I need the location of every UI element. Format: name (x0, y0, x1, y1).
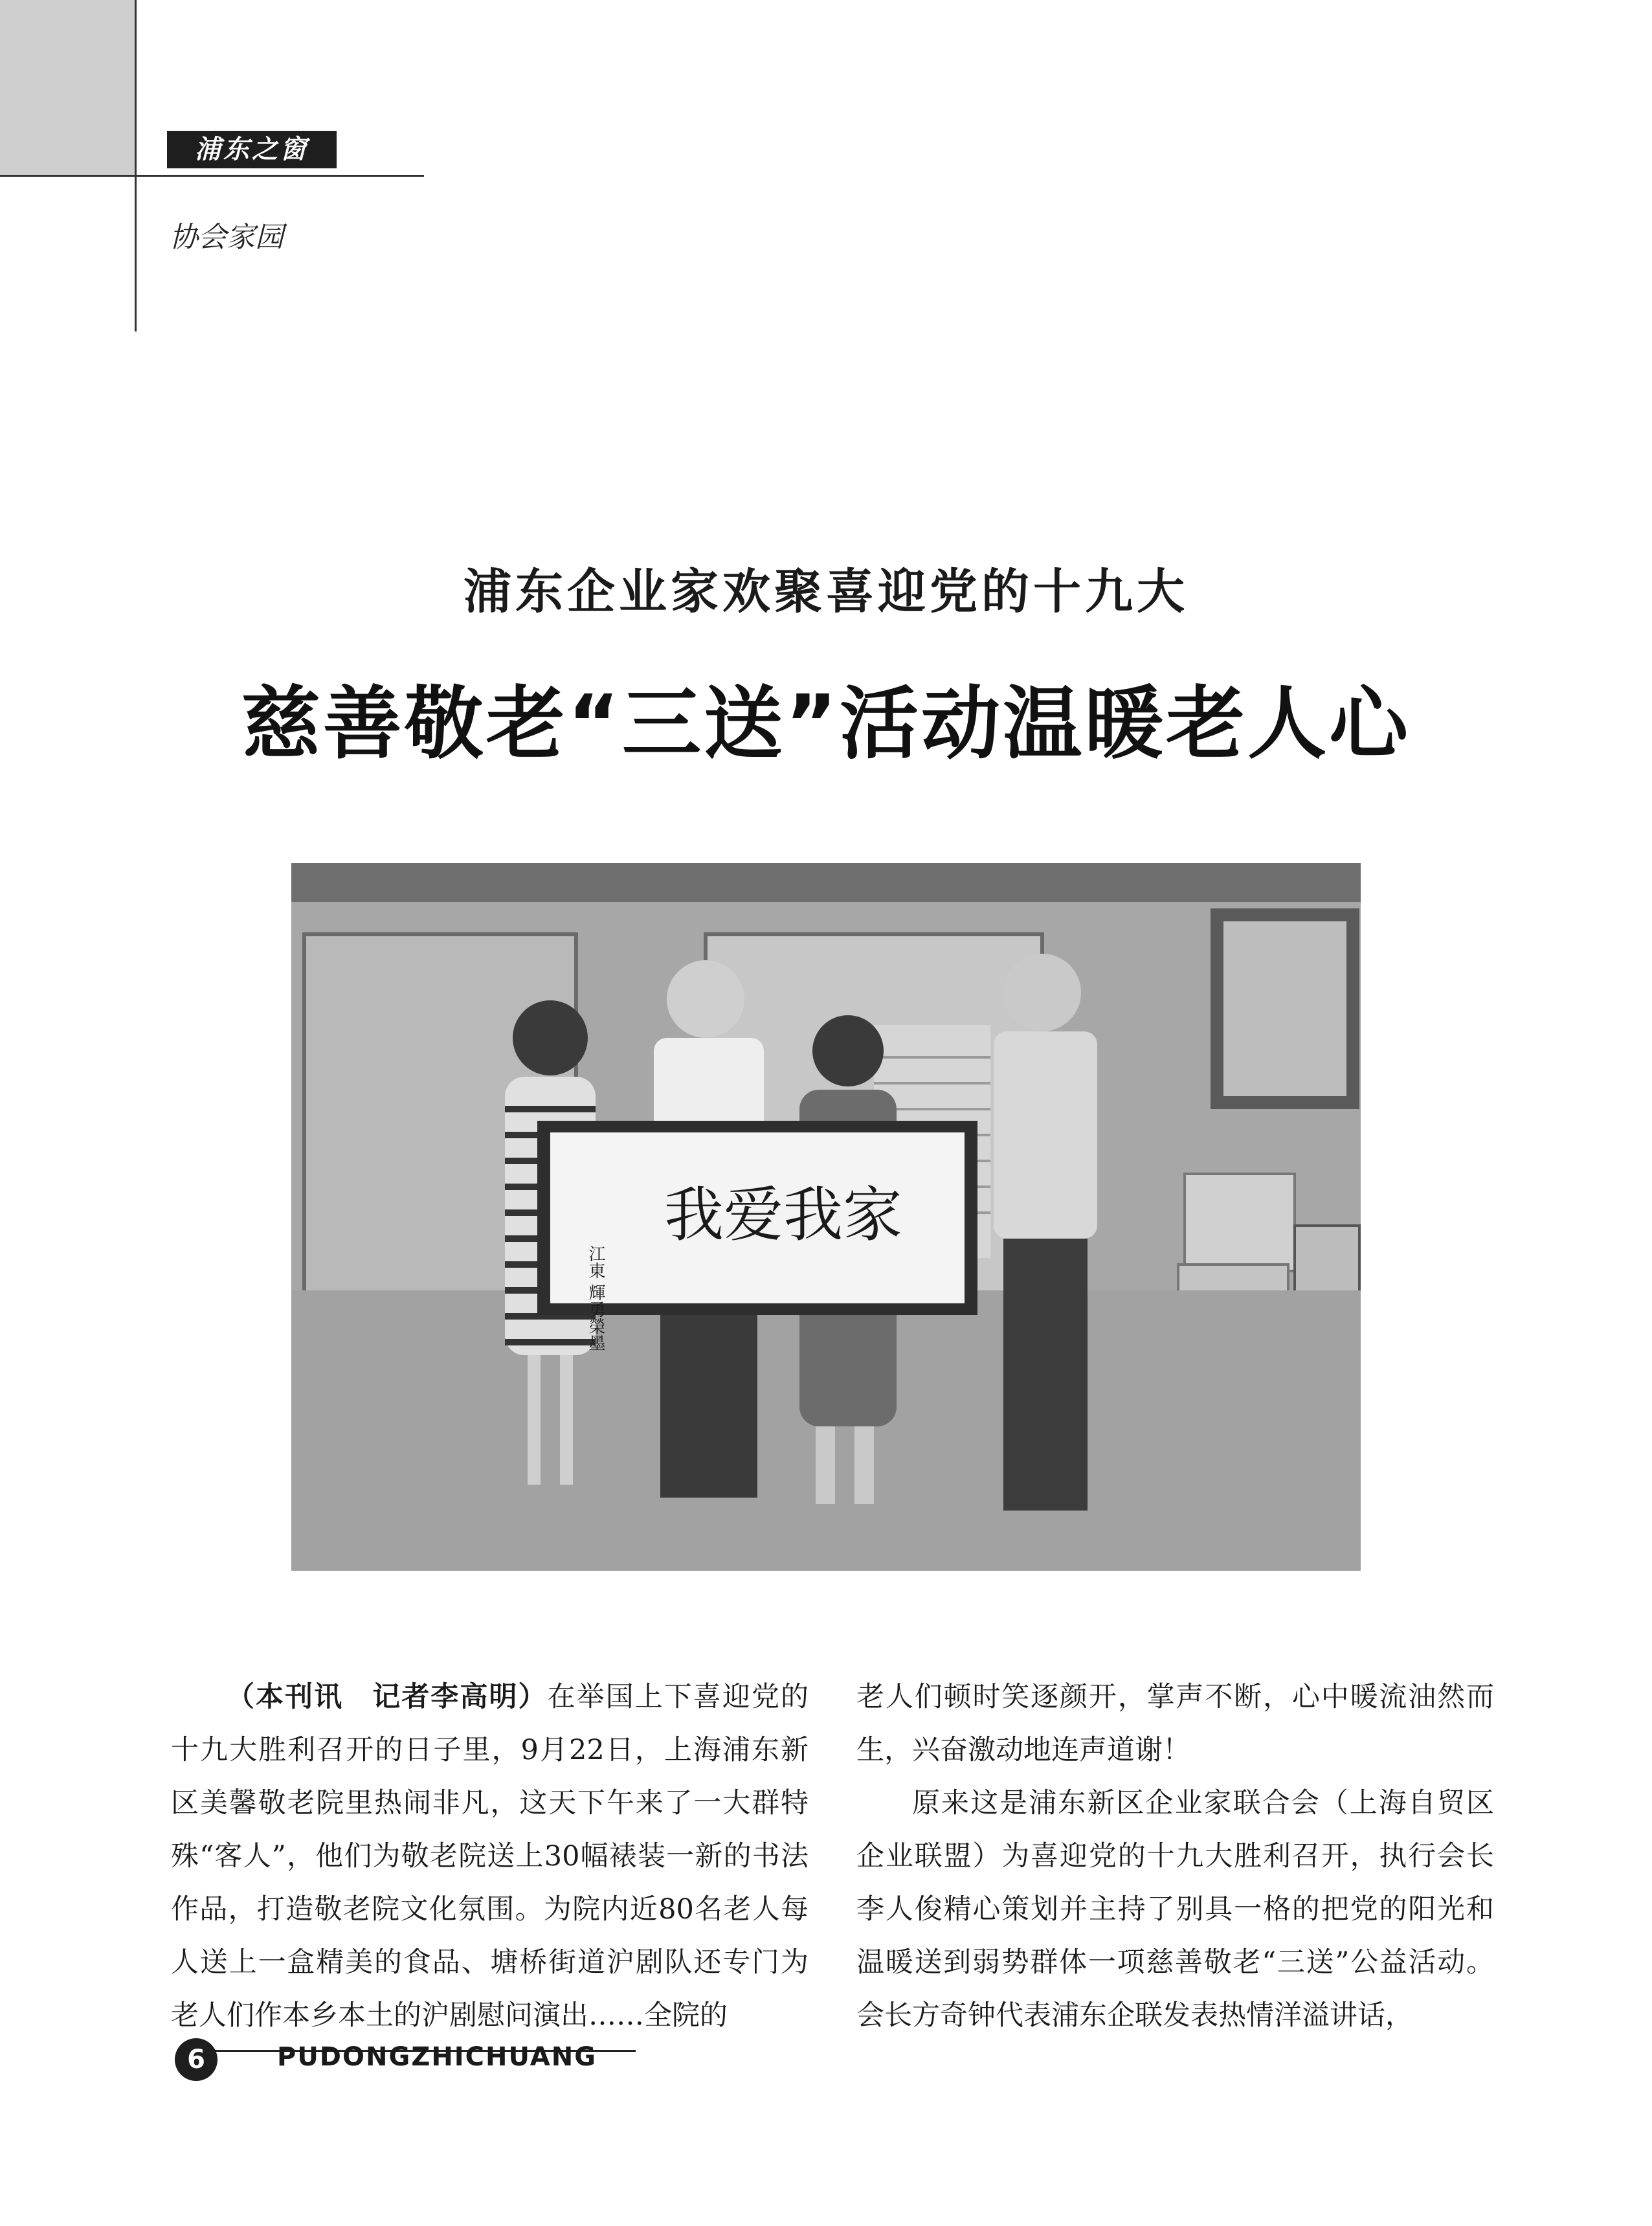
article-column-left (171, 1670, 809, 2042)
header-gray-block (0, 0, 135, 175)
article-column-right (856, 1670, 1494, 2042)
calligraphy-inscription: 江東 輝勇榮墨 (586, 1245, 605, 1352)
header-vertical-rule (135, 0, 137, 332)
paragraph: 原来这是浦东新区企业家联合会（上海自贸区企业联盟）为喜迎党的十九大胜利召开，执行会长李人俊精心策划并主持了别具一格的把党的阳光和温暖送到弱势群体一项慈善敬老“三送”公益活动。会长方奇钟代表浦东企联发表热情洋溢讲话， (856, 1787, 1494, 2032)
footer-magazine-name: PUDONGZHICHUANG (277, 2042, 597, 2072)
section-name: 协会家园 (170, 221, 284, 254)
paragraph-text: 在举国上下喜迎党的十九大胜利召开的日子里，9月22日，上海浦东新区美馨敬老院里热闹非凡，这天下午来了一大群特殊“客人”，他们为敬老院送上30幅裱装一新的书法作品，打造敬老院文化氛围。为院内近80名老人每人送上一盒精美的食品、塘桥街道沪剧队还专门为老人们作本乡本土的沪剧慰问演出……全院的 (171, 1681, 809, 2032)
byline: （本刊讯 记者李高明） (227, 1681, 548, 1713)
photo-illustration (291, 863, 1361, 1571)
paragraph-continued: 老人们顿时笑逐颜开，掌声不断，心中暖流油然而生，兴奋激动地连声道谢！ (856, 1681, 1494, 1766)
article-title: 慈善敬老“三送”活动温暖老人心 (241, 678, 1411, 770)
calligraphy-text: 我爱我家 (664, 1180, 903, 1250)
magazine-tag: 浦东之窗 (167, 131, 337, 168)
article-photo (291, 863, 1361, 1571)
paragraph (171, 1670, 809, 2042)
header-horizontal-rule (0, 175, 424, 177)
page-number: 6 (175, 2038, 218, 2081)
article-subtitle: 浦东企业家欢聚喜迎党的十九大 (463, 564, 1189, 620)
